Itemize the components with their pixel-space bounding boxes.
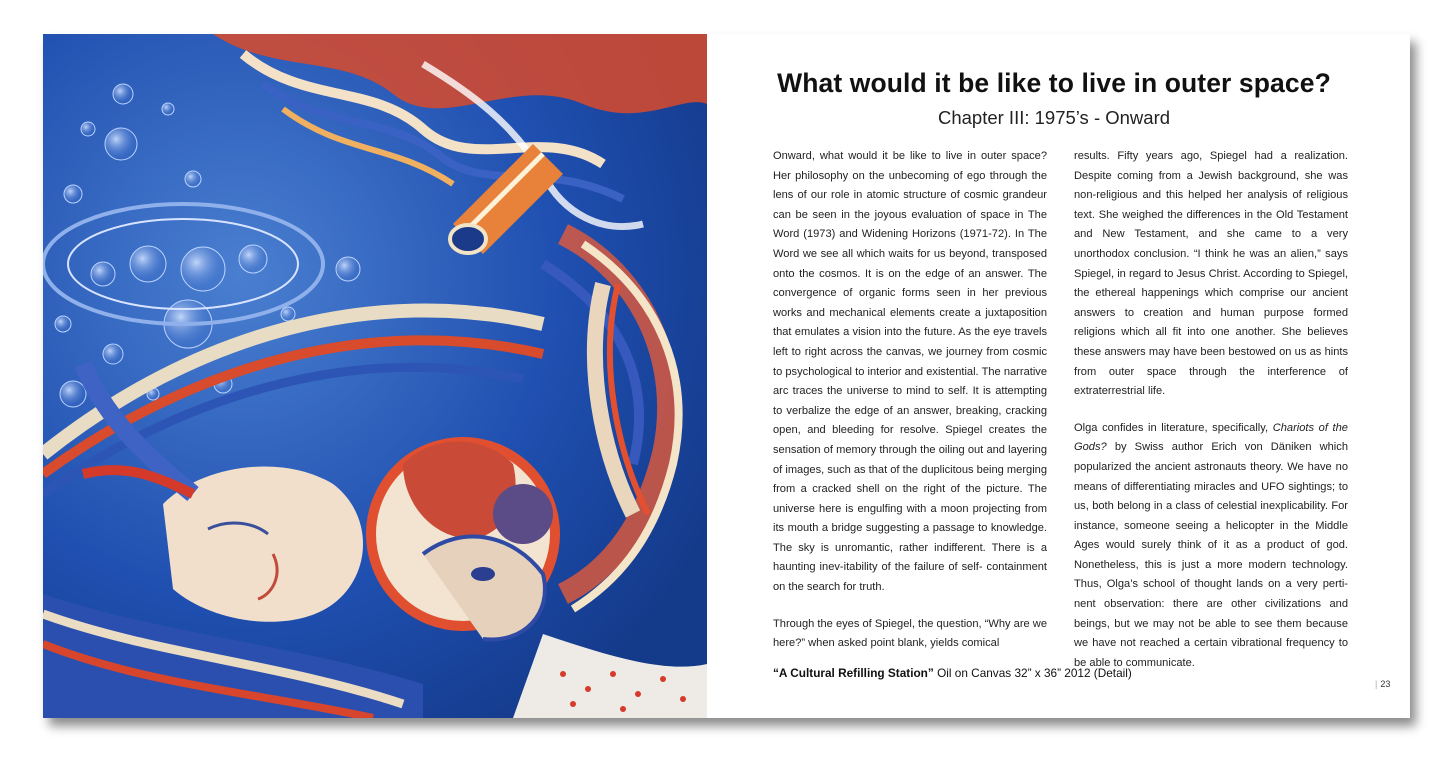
page-title: What would it be like to live in outer space? [777,68,1331,98]
paragraph: results. Fifty years ago, Spiegel had a realization. Despite coming from a Jewish background, she was non-religious and this helped her analysis of religious text. She weighed the differences in the Old Testament and New Testament, and she came to a very unorthodox conclusion. “I think he was an alien,” says Spiegel, in regard to Jesus Christ. According to Spiegel, the ethereal happenings which comprise our ancient answers to creation and human purpose formed religions which all fit into one another. She believes these answers may have been bestowed on us as hints from outer space through the interference of extraterrestrial life. [1074,150,1348,398]
paragraph-text: Olga confides in literature, specifically, [1074,421,1273,434]
artwork-details: Oil on Canvas 32” x 36” 2012 (Detail) [933,666,1132,680]
artwork-title: “A Cultural Refilling Station” [773,666,934,680]
book-title: Chariots of the Gods? [1074,421,1348,454]
page-number [1375,679,1390,689]
paragraph-text: by Swiss author Erich von Däniken which popularized the ancient astronauts theory. We have no means of differentiating miracles and UFO sightings; to us, both belong in a class of celestial inexplicability. For instance, someone seeing a helicopter in the Middle Ages would surely think of it as a product of god. Nonetheless, this is just a more modern technology. Thus, Olga’s school of thought lands on a very perti-nent observation: there are other civilizations and beings, but we may not be able to see them because we have not reached a certain vibrational frequency to be able to communicate. [1074,441,1348,669]
painting-image [43,34,707,718]
text-column-left [773,147,1047,654]
page-number-separator: | [1375,679,1378,689]
chapter-subtitle: Chapter III: 1975’s - Onward [937,107,1171,128]
paragraph: Through the eyes of Spiegel, the question, “Why are we here?” when asked point blank, yields comical [773,617,1047,650]
paragraph [1074,419,1348,674]
page-number-value: 23 [1380,679,1391,689]
image-caption [773,666,1132,680]
book-spread [43,34,1410,718]
text-column-right [1074,147,1348,673]
paragraph: Onward, what would it be like to live in outer space? Her philosophy on the unbecoming of ego through the lens of our role in atomic structure of cosmic grandeur can be seen in the joyous evaluation of space in The Word (1973) and Widening Horizons (1971-72). In The Word we see all which waits for us beyond, transposed onto the cosmos. It is on the edge of an answer. The convergence of organic forms seen in her previous works and mechanical elements create a juxtaposition that emulates a vision into the future. As the eye travels left to right across the canvas, we journey from cosmic to psychological to interior and existential. The narrative arc traces the universe to mind to self. It is attempting to verbalize the edge of an answer, breaking, cracking open, and bleeding for resolve. Spiegel creates the sensation of memory through the oiling out and layering of images, such as that of the duplicitous being merging from a cracked shell on the right of the picture. The universe here is engulfing with a moon projecting from its mouth a bridge suggesting a passage to knowledge. The sky is unromantic, rather indifferent. There is a haunting inev-itability of the failure of self- containment on the search for truth. [773,150,1047,594]
text-page [707,34,1410,718]
